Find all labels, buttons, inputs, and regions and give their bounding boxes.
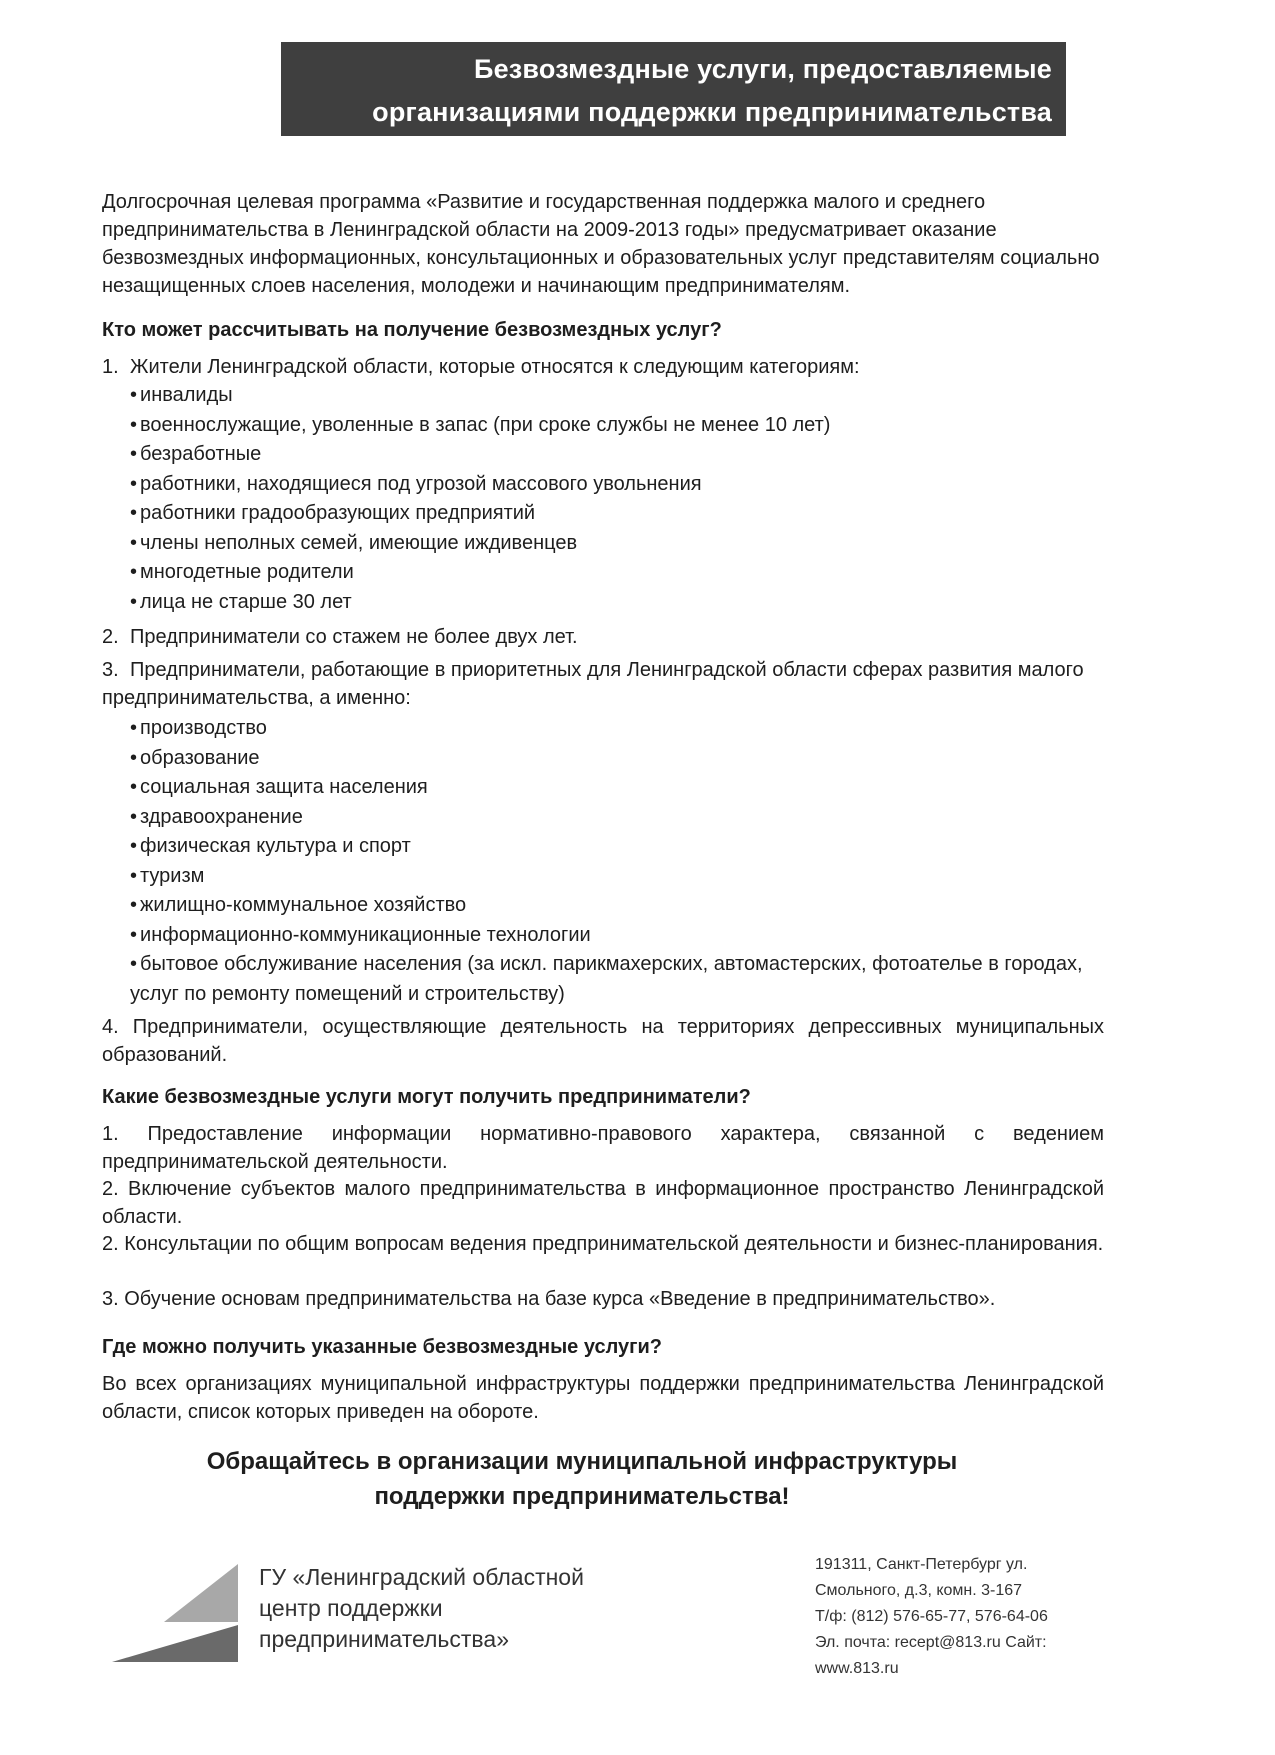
item-number: 3.	[102, 659, 119, 681]
call-to-action	[102, 1444, 1062, 1514]
list-item: • образование	[130, 744, 1104, 774]
section2-item-1: 1. Предоставление информации нормативно-правового характера, связанной с ведением предпринимательской деятельности.	[102, 1123, 1104, 1173]
triangle-logo-icon	[112, 1562, 242, 1662]
list-item: • здравоохранение	[130, 803, 1104, 833]
item-text: Предприниматели, работающие в приоритетных для Ленинградской области сферах развития малого предпринимательства, а именно:	[102, 659, 1084, 709]
list-item: • социальная защита населения	[130, 773, 1104, 803]
list-item: • работники градообразующих предприятий	[130, 499, 1104, 529]
list-item: • производство	[130, 714, 1104, 744]
section1-heading: Кто может рассчитывать на получение безвозмездных услуг?	[102, 319, 722, 341]
callout-line-2: поддержки предпринимательства!	[374, 1483, 790, 1510]
item-number: 2.	[102, 626, 119, 648]
title-banner	[281, 42, 1066, 136]
contact-email: Эл. почта: recept@813.ru Сайт:	[815, 1634, 1047, 1651]
categories-list	[130, 381, 1104, 617]
section3-text: Во всех организациях муниципальной инфраструктуры поддержки предпринимательства Ленинградской области, список которых приведен на обороте.	[102, 1373, 1104, 1423]
section2-item-3: 2. Консультации по общим вопросам ведения предпринимательской деятельности и бизнес-планирования.	[102, 1233, 1104, 1255]
list-item: • информационно-коммуникационные технологии	[130, 921, 1104, 951]
contact-address-2: Смольного, д.3, комн. 3-167	[815, 1582, 1023, 1599]
priority-sectors-list	[130, 714, 1104, 1009]
list-item: • жилищно-коммунальное хозяйство	[130, 891, 1104, 921]
section1-item-1	[102, 353, 1104, 381]
section1-item-3	[102, 656, 1104, 712]
org-name-line-3: предпринимательства»	[259, 1626, 509, 1652]
item-text: Жители Ленинградской области, которые относятся к следующим категориям:	[130, 356, 860, 378]
section2-heading: Какие безвозмездные услуги могут получить предприниматели?	[102, 1086, 751, 1108]
section3-heading: Где можно получить указанные безвозмездные услуги?	[102, 1336, 662, 1358]
list-item: • бытовое обслуживание населения (за искл. парикмахерских, автомастерских, фотоателье в городах, услуг по ремонту помещений и строительству)	[130, 950, 1104, 1009]
list-item: • туризм	[130, 862, 1104, 892]
title-line-1: Безвозмездные услуги, предоставляемые	[473, 54, 1052, 84]
list-item: • инвалиды	[130, 381, 1104, 411]
list-item: • работники, находящиеся под угрозой массового увольнения	[130, 470, 1104, 500]
item-text: Предприниматели со стажем не более двух лет.	[130, 626, 578, 648]
contact-info	[815, 1552, 1048, 1682]
callout-line-1: Обращайтесь в организации муниципальной инфраструктуры	[206, 1448, 958, 1475]
list-item: • физическая культура и спорт	[130, 832, 1104, 862]
section2-item-2: 2. Включение субъектов малого предпринимательства в информационное пространство Ленинградской области.	[102, 1178, 1104, 1228]
title-line-2: организациями поддержки предпринимательства	[372, 97, 1052, 127]
contact-website: www.813.ru	[815, 1660, 899, 1677]
logo-graphic	[112, 1562, 242, 1662]
list-item: • военнослужащие, уволенные в запас (при сроке службы не менее 10 лет)	[130, 411, 1104, 441]
item-number: 1.	[102, 356, 119, 378]
organization-name	[259, 1562, 584, 1655]
section2-item-4: 3. Обучение основам предпринимательства на базе курса «Введение в предпринимательство».	[102, 1288, 996, 1310]
list-item: • безработные	[130, 440, 1104, 470]
list-item: • члены неполных семей, имеющие иждивенцев	[130, 529, 1104, 559]
list-item: • лица не старше 30 лет	[130, 588, 1104, 618]
intro-paragraph: Долгосрочная целевая программа «Развитие и государственная поддержка малого и среднего предпринимательства в Ленинградской области на 2009-2013 годы» предусматривает оказание безвозмездных информационных, консультационных и образовательных услуг представителям социально незащищенных слоев населения, молодежи и начинающим предпринимателям.	[102, 191, 1100, 297]
org-name-line-1: ГУ «Ленинградский областной	[259, 1564, 584, 1590]
section1-item-2	[102, 623, 1104, 651]
list-item: • многодетные родители	[130, 558, 1104, 588]
contact-address-1: 191311, Санкт-Петербург ул.	[815, 1556, 1028, 1573]
org-name-line-2: центр поддержки	[259, 1595, 443, 1621]
section1-item-4: 4. Предприниматели, осуществляющие деятельность на территориях депрессивных муниципальных образований.	[102, 1016, 1104, 1066]
contact-phone: Т/ф: (812) 576-65-77, 576-64-06	[815, 1608, 1048, 1625]
